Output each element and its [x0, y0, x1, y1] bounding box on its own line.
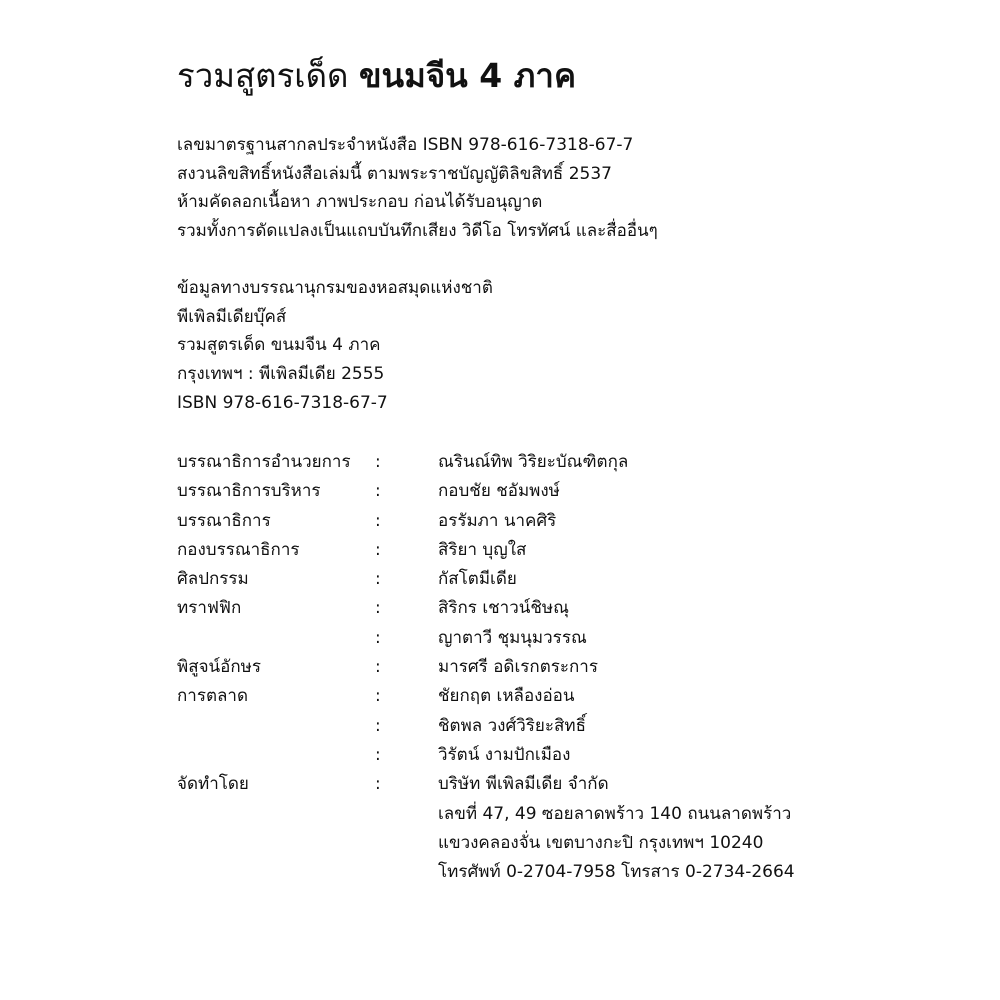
credits-table: [177, 448, 977, 887]
credit-colon: :: [375, 627, 381, 648]
credit-name: บริษัท พีเพิลมีเดีย จำกัด: [438, 774, 609, 795]
credit-colon: :: [375, 452, 381, 472]
credit-row: [177, 594, 977, 623]
credit-row: [177, 653, 977, 682]
credit-row: [177, 712, 977, 741]
credit-name: กอบชัย ชอัมพงษ์: [438, 481, 560, 502]
credit-row: [177, 448, 977, 477]
catalog-line-imprint: กรุงเทพฯ : พีเพิลมีเดีย 2555: [177, 364, 385, 385]
credit-name: โทรศัพท์ 0-2704-7958 โทรสาร 0-2734-2664: [438, 862, 795, 883]
credit-role: การตลาด: [177, 686, 249, 707]
credit-role: ทราฟฟิก: [177, 598, 242, 619]
credit-role: บรรณาธิการ: [177, 510, 271, 531]
credit-row: [177, 536, 977, 565]
credit-colon: :: [375, 539, 381, 560]
credit-row: [177, 800, 977, 829]
credit-name: สิริยา บุญใส: [438, 539, 527, 560]
credit-row: [177, 565, 977, 594]
credit-colon: :: [375, 569, 381, 590]
catalog-line-isbn: ISBN 978-616-7318-67-7: [177, 392, 388, 413]
credit-name: วิรัตน์ งามปักเมือง: [438, 744, 571, 765]
credit-role: บรรณาธิการอำนวยการ: [177, 452, 351, 472]
credit-colon: :: [375, 657, 381, 678]
credit-row: [177, 507, 977, 536]
page-title: [177, 52, 576, 100]
credit-row: [177, 858, 977, 887]
copyright-line-no-copy: ห้ามคัดลอกเนื้อหา ภาพประกอบ ก่อนได้รับอนุญาต: [177, 192, 543, 213]
credit-role: ศิลปกรรม: [177, 569, 249, 590]
title-light: รวมสูตรเด็ด: [177, 56, 349, 95]
credit-colon: :: [375, 481, 381, 502]
credit-colon: :: [375, 715, 381, 736]
credit-row: [177, 682, 977, 711]
credit-row: [177, 770, 977, 799]
credit-name: ณรินณ์ทิพ วิริยะบัณฑิตกุล: [438, 452, 629, 472]
copyright-line-media: รวมทั้งการดัดแปลงเป็นแถบบันทึกเสียง วิดีโอ โทรทัศน์ และสื่ออื่นๆ: [177, 221, 658, 242]
credit-role: พิสูจน์อักษร: [177, 657, 262, 678]
catalog-line-publisher: พีเพิลมีเดียบุ๊คส์: [177, 306, 287, 327]
credit-name: แขวงคลองจั่น เขตบางกะปิ กรุงเทพฯ 10240: [438, 832, 764, 853]
credit-name: ญาตาวี ชุมนุมวรรณ: [438, 627, 587, 648]
credit-name: สิริกร เชาวน์ชิษณุ: [438, 598, 569, 619]
credit-name: มารศรี อดิเรกตระการ: [438, 657, 598, 678]
catalog-line-title: รวมสูตรเด็ด ขนมจีน 4 ภาค: [177, 335, 381, 356]
credit-colon: :: [375, 598, 381, 619]
title-bold: ขนมจีน 4 ภาค: [358, 56, 577, 95]
credit-name: ชัยกฤต เหลืองอ่อน: [438, 686, 575, 707]
credit-name: เลขที่ 47, 49 ซอยลาดพร้าว 140 ถนนลาดพร้าว: [438, 803, 792, 824]
copyright-line-rights: สงวนลิขสิทธิ์หนังสือเล่มนี้ ตามพระราชบัญญัติลิขสิทธิ์ 2537: [177, 163, 612, 184]
credit-colon: :: [375, 744, 381, 765]
credit-role: บรรณาธิการบริหาร: [177, 481, 321, 502]
credit-colon: :: [375, 774, 381, 795]
credit-colon: :: [375, 510, 381, 531]
credit-name: ชิตพล วงศ์วิริยะสิทธิ์: [438, 715, 586, 736]
catalog-block: [177, 274, 493, 418]
copyright-line-isbn: เลขมาตรฐานสากลประจำหนังสือ ISBN 978-616-7318-67-7: [177, 135, 634, 155]
credit-row: [177, 829, 977, 858]
credit-row: [177, 477, 977, 506]
credit-name: อรรัมภา นาคศิริ: [438, 510, 557, 531]
credit-name: กัสโตมีเดีย: [438, 569, 517, 590]
copyright-block: [177, 131, 658, 246]
credit-row: [177, 741, 977, 770]
credit-colon: :: [375, 686, 381, 707]
credit-role: กองบรรณาธิการ: [177, 539, 300, 560]
credit-role: จัดทำโดย: [177, 774, 249, 795]
catalog-line-heading: ข้อมูลทางบรรณานุกรมของหอสมุดแห่งชาติ: [177, 278, 493, 298]
credit-row: [177, 624, 977, 653]
